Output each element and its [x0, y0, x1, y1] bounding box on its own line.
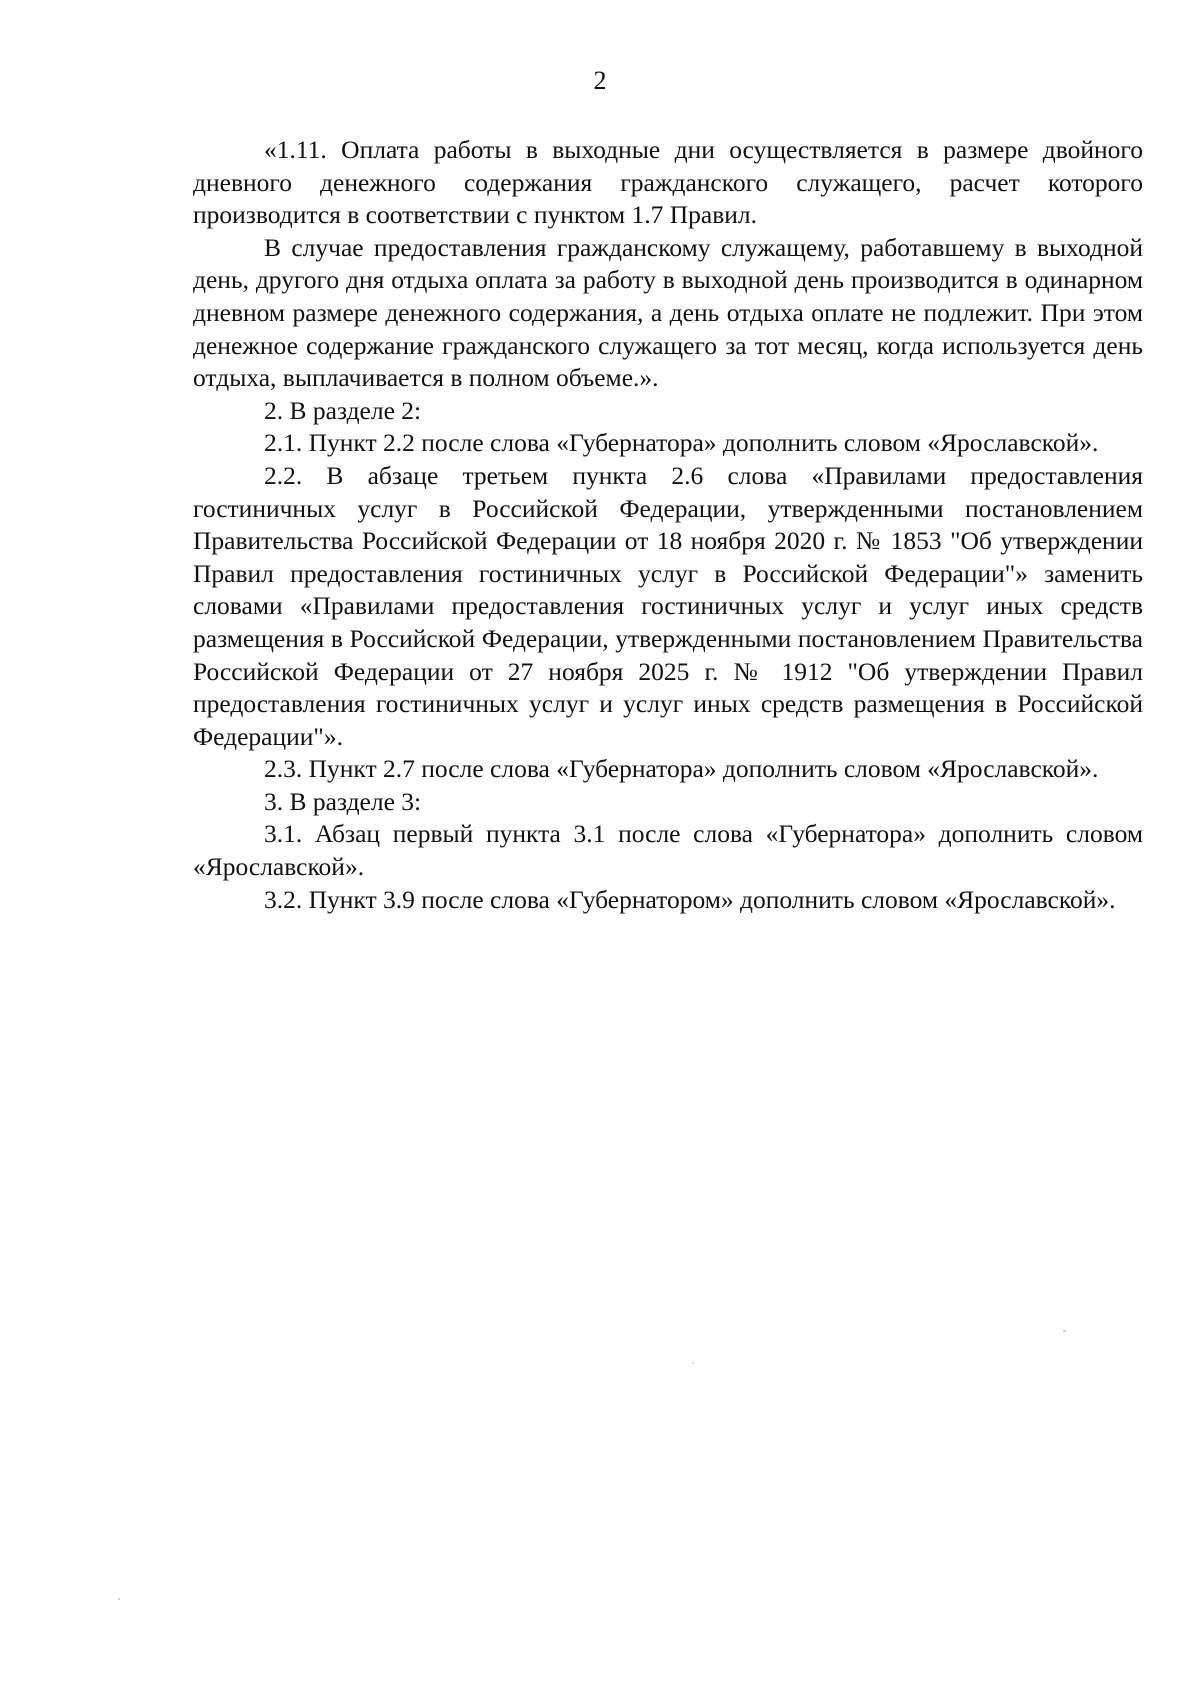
paragraph-section-2-heading: 2. В разделе 2: — [264, 395, 422, 425]
paragraph-2-2: 2.2. В абзаце третьем пункта 2.6 слова «Правилами предоставления гостиничных услуг в Российской Федерации, утвержденными постановлением Правительства Российской Федерации от 18 ноября 2020 г. № 1853 "Об утверждении Правил предоставления гостиничных услуг в Российской Федерации"» заменить словами «Правилами предоставления гостиничных услуг и услуг иных средств размещения в Российской Федерации, утвержденными постановлением Правительства Российской Федерации от 27 ноября 2025 г. № 1912 "Об утверждении Правил предоставления гостиничных услуг и услуг иных средств размещения в Российской Федерации"». — [193, 460, 1143, 751]
scan-speck — [1063, 1330, 1066, 1332]
paragraph-2-1: 2.1. Пункт 2.2 после слова «Губернатора» дополнить словом «Ярославской». — [264, 428, 1099, 458]
paragraph-3-1: 3.1. Абзац первый пункта 3.1 после слова «Губернатора» дополнить словом «Ярославской». — [193, 819, 1143, 882]
paragraph-2-3: 2.3. Пункт 2.7 после слова «Губернатора» дополнить словом «Ярославской». — [264, 754, 1099, 784]
scan-speck — [692, 1362, 694, 1364]
page-number: 2 — [593, 66, 607, 95]
paragraph-1-11: «1.11. Оплата работы в выходные дни осуществляется в размере двойного дневного денежного содержания гражданского служащего, расчет которого производится в соответствии с пунктом 1.7 Правил. — [193, 135, 1143, 230]
paragraph-3-2: 3.2. Пункт 3.9 после слова «Губернатором» дополнить словом «Ярославской». — [264, 884, 1116, 914]
scan-speck — [118, 1598, 120, 1600]
document-body — [193, 134, 1143, 916]
paragraph-section-3-heading: 3. В разделе 3: — [264, 786, 422, 816]
paragraph-day-off-payment: В случае предоставления гражданскому служащему, работавшему в выходной день, другого дня отдыха оплата за работу в выходной день производится в одинарном дневном размере денежного содержания, а день отдыха оплате не подлежит. При этом денежное содержание гражданского служащего за тот месяц, когда используется день отдыха, выплачивается в полном объеме.». — [193, 232, 1143, 393]
